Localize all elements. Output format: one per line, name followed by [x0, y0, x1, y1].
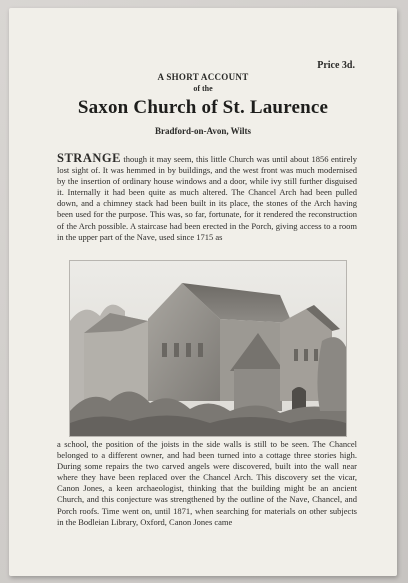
page-title: Saxon Church of St. Laurence — [77, 97, 329, 118]
price-label: Price 3d. — [317, 60, 355, 71]
body-paragraph-2: a school, the position of the joists in the side walls is still to be seen. The Chancel belonged to a different owner, and had been turned into a cottage three stories high. During some repairs the two carved angels were discovered, built into the wall near where they have been replaced over the Chancel Arch. This discovery set the vicar, Canon Jones, a keen archaeologist, thinking that the building might be an ancient Church, and this conjecture was strengthened by the outline of the Nave, Chancel, and Porch roofs. Time went on, until 1871, when searching for materials on other subjects in the Bodleian Library, Oxford, Canon Jones came — [57, 439, 357, 527]
paragraph-1-text: though it may seem, this little Church was until about 1856 entirely lost sight of. It was hemmed in by buildings, and the west front was much modernised by the insertion of ordinary house windows and a door, while ivy still further disguised it. Internally it had been quite as much altered. The Chancel Arch had been pulled down, and a chimney stack had been built in its place, the stones of the Arch having been used for the purpose. This was, so far, fortunate, for it rendered the reconstruction of the Arch possible. A staircase had been erected in the Porch, giving access to a room in the upper part of the Nave, used since 1715 as — [57, 154, 357, 242]
leaflet-page — [9, 8, 397, 576]
church-photo-image — [70, 261, 346, 436]
church-photograph — [69, 260, 347, 437]
body-paragraph-1 — [57, 153, 357, 243]
heading-short-account: A SHORT ACCOUNT — [157, 72, 249, 82]
drop-cap-word: STRANGE — [57, 151, 121, 165]
heading-of-the: of the — [193, 84, 213, 93]
location-subtitle: Bradford-on-Avon, Wilts — [154, 126, 251, 136]
